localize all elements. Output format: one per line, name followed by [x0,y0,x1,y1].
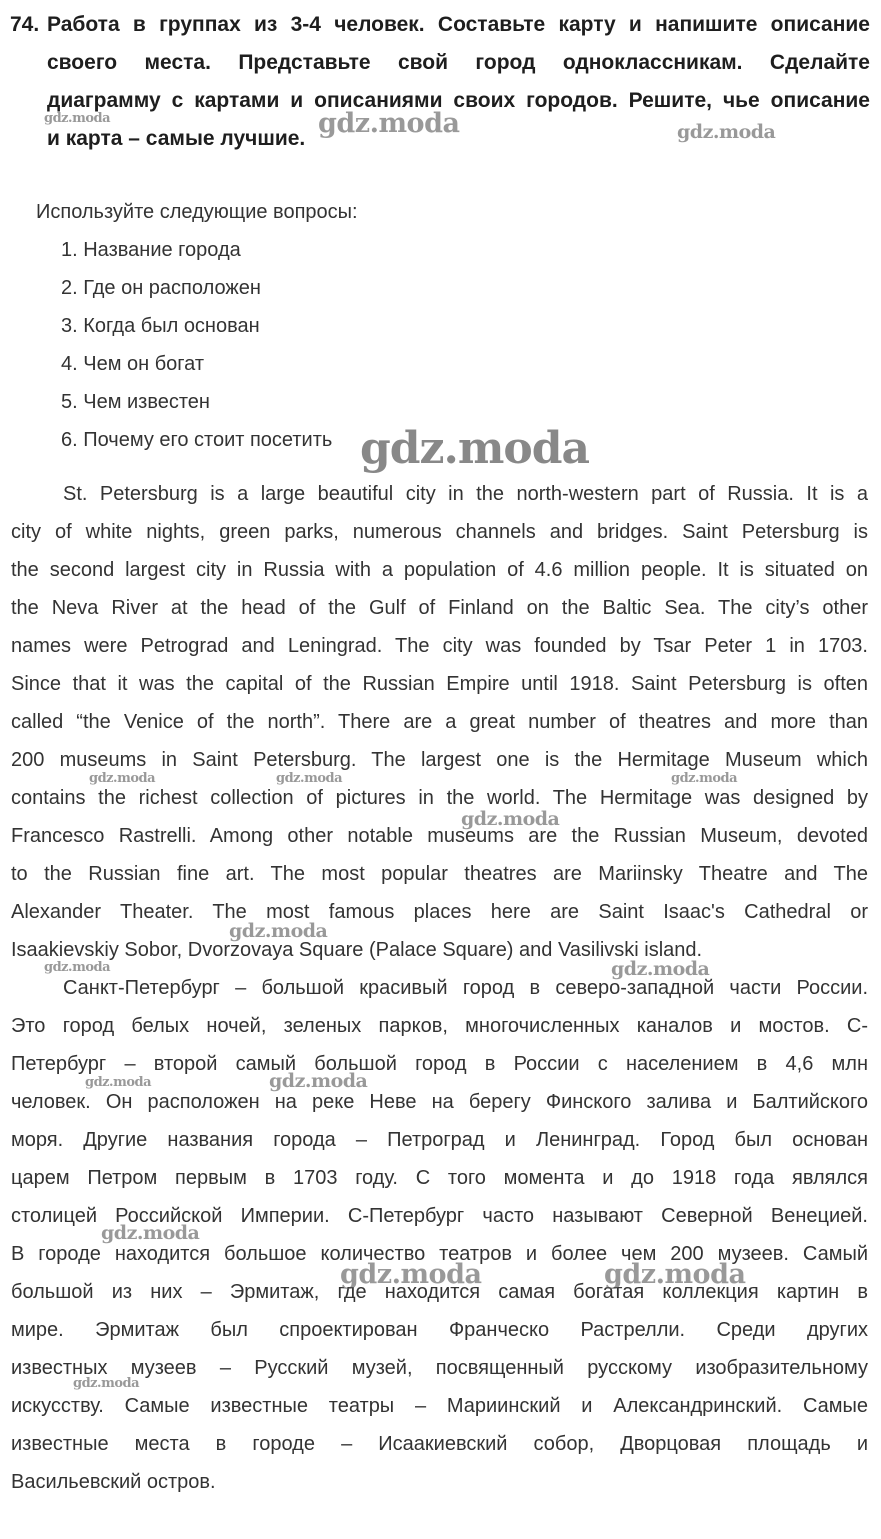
watermark: gdz.moda [677,121,776,143]
english-line: Alexander Theater. The most famous places here are Saint Isaac's Cathedral or [11,901,868,923]
russian-line: Это город белых ночей, зеленых парков, многочисленных каналов и мостов. С- [11,1015,868,1037]
russian-line: царем Петром первым в 1703 году. С того момента и до 1918 года являлся [11,1167,868,1189]
watermark: gdz.moda [611,958,710,980]
russian-line: Васильевский остров. [11,1471,216,1493]
english-line: 200 museums in Saint Petersburg. The largest one is the Hermitage Museum which [11,749,868,771]
english-line: the Neva River at the head of the Gulf of Finland on the Baltic Sea. The city’s other [11,597,868,619]
english-line: the second largest city in Russia with a population of 4.6 million people. It is situated on [11,559,868,581]
watermark: gdz.moda [461,808,560,830]
watermark: gdz.moda [44,960,111,975]
russian-line: известные места в городе – Исаакиевский собор, Дворцовая площадь и [11,1433,868,1455]
watermark: gdz.moda [89,771,156,786]
watermark: gdz.moda [360,423,590,474]
russian-line: известных музеев – Русский музей, посвященный русскому изобразительному [11,1357,868,1379]
task-text-line: своего места. Представьте свой город одноклассникам. Сделайте [47,51,870,74]
russian-line: мире. Эрмитаж был спроектирован Франческо Растрелли. Среди других [11,1319,868,1341]
watermark: gdz.moda [671,771,738,786]
russian-line: человек. Он расположен на реке Неве на берегу Финского залива и Балтийского [11,1091,868,1113]
question-item: 2. Где он расположен [61,277,261,299]
russian-paragraph [11,969,868,1501]
english-line: St. Petersburg is a large beautiful city in the north-western part of Russia. It is a [63,483,868,505]
task-text-line: диаграмму с картами и описаниями своих городов. Решите, чье описание [47,89,870,112]
task-text-line: и карта – самые лучшие. [47,127,306,150]
english-paragraph [11,475,868,969]
watermark: gdz.moda [44,111,111,126]
english-line: Since that it was the capital of the Russian Empire until 1918. Saint Petersburg is often [11,673,868,695]
watermark: gdz.moda [276,771,343,786]
questions-intro: Используйте следующие вопросы: [36,201,358,223]
russian-line: Петербург – второй самый большой город в России с населением в 4,6 млн [11,1053,868,1075]
watermark: gdz.moda [101,1222,200,1244]
english-line: Isaakievskiy Sobor, Dvorzovaya Square (Palace Square) and Vasilivski island. [11,939,703,961]
question-item: 6. Почему его стоит посетить [61,429,333,451]
russian-line: искусству. Самые известные театры – Мариинский и Александринский. Самые [11,1395,868,1417]
english-line: to the Russian fine art. The most popular theatres are Mariinsky Theatre and The [11,863,868,885]
watermark: gdz.moda [340,1259,482,1290]
english-line: names were Petrograd and Leningrad. The city was founded by Tsar Peter 1 in 1703. [11,635,868,657]
english-line: contains the richest collection of pictures in the world. The Hermitage was designed by [11,787,868,809]
watermark: gdz.moda [229,920,328,942]
english-line: called “the Venice of the north”. There are a great number of theatres and more than [11,711,868,733]
question-item: 1. Название города [61,239,241,261]
russian-line: Санкт-Петербург – большой красивый город в северо-западной части России. [63,977,868,999]
russian-line: большой из них – Эрмитаж, где находится самая богатая коллекция картин в [11,1281,868,1303]
watermark: gdz.moda [604,1259,746,1290]
english-line: Francesco Rastrelli. Among other notable museums are the Russian Museum, devoted [11,825,868,847]
task-text-line: Работа в группах из 3-4 человек. Составьте карту и напишите описание [47,13,870,36]
questions-block [36,193,358,459]
english-line: city of white nights, green parks, numerous channels and bridges. Saint Petersburg is [11,521,868,543]
watermark: gdz.moda [73,1376,140,1391]
task-number: 74. [10,13,40,36]
watermark: gdz.moda [318,108,460,139]
watermark: gdz.moda [269,1070,368,1092]
task-header [10,6,870,158]
watermark: gdz.moda [85,1075,152,1090]
question-item: 3. Когда был основан [61,315,260,337]
task-line-1 [10,6,870,44]
questions-list [36,231,358,459]
russian-line: В городе находится большое количество театров и более чем 200 музеев. Самый [11,1243,868,1265]
question-item: 5. Чем известен [61,391,210,413]
russian-line: столицей Российской Империи. С-Петербург часто называют Северной Венецией. [11,1205,868,1227]
question-item: 4. Чем он богат [61,353,204,375]
russian-line: моря. Другие названия города – Петроград и Ленинград. Город был основан [11,1129,868,1151]
